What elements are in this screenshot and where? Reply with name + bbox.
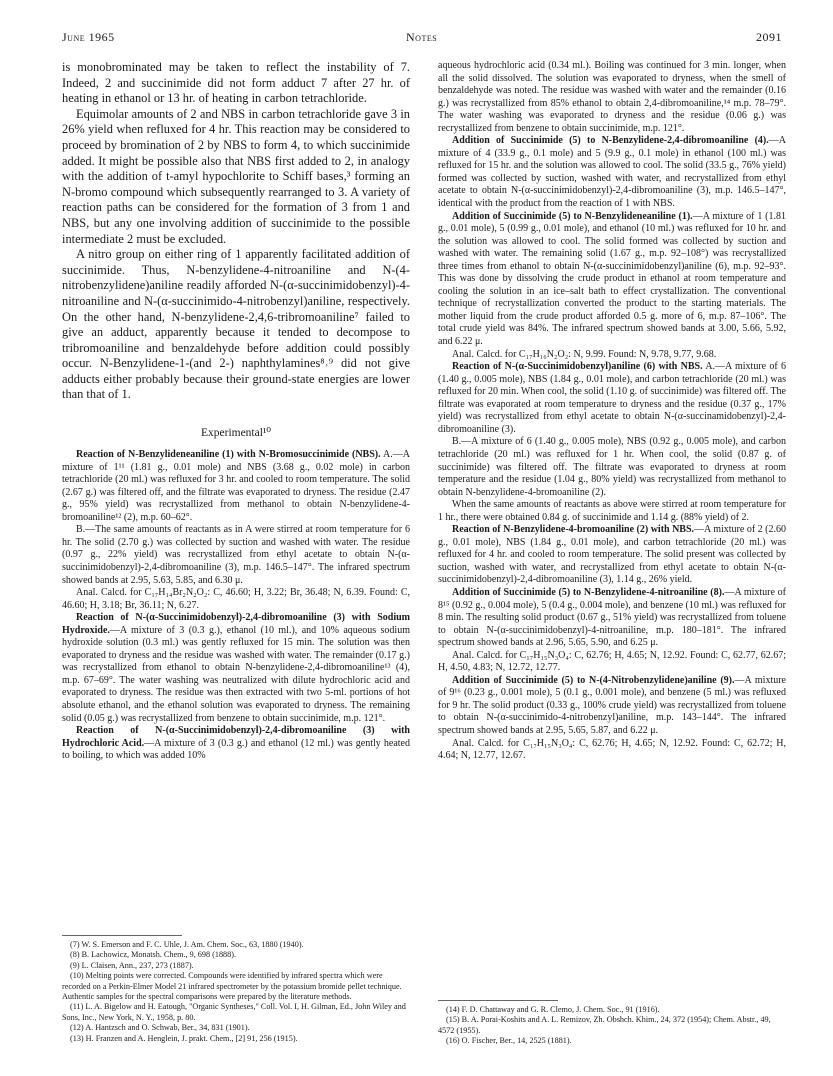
procedure-body: —A mixture of 8¹⁵ (0.92 g., 0.004 mole), 5 (0.4 g., 0.004 mole), and benzene (10 ml.) was refluxed for 8 min. The resulting solid product (0.67 g., 51% yield) was recrystallized from toluene to obtain N-(α-succinimidobenzyl)-4-nitroaniline, m.p. 180–181°. The infrared spectrum showed bands at 2.96, 5.65, 5.90, and 6.25 μ. — [438, 586, 786, 649]
header-date: June 1965 — [62, 30, 115, 44]
procedure-heading: Reaction of N-Benzylidene-4-bromoaniline (2) with NBS. — [452, 524, 695, 536]
footnote: (9) L. Claisen, Ann., 237, 273 (1887). — [70, 960, 194, 970]
footnote-rule — [438, 1000, 558, 1001]
procedure-body: —A mixture of 3 (0.3 g.) and ethanol (12 ml.) was gently heated to boiling, to which was added 10% — [62, 737, 410, 762]
experimental-paragraph — [62, 725, 410, 763]
procedure-heading: Reaction of N-(α-Succinimidobenzyl)-2,4-dibromoaniline (3) with Hydrochloric Acid. — [62, 725, 410, 749]
footnote: (15) B. A. Porai-Koshits and A. L. Remizov, Zh. Obshch. Khim., 24, 372 (1954); Chem. Abstr., 49, 4572 (1955). — [438, 1015, 771, 1035]
analysis-line: Anal. Calcd. for C₁₇H₁₄Br₂N₂O₂: C, 46.60; H, 3.22; Br, 36.48; N, 6.39. Found: C, 46.60; H, 3.18; Br, 36.11; N, 6.27. — [62, 587, 410, 611]
experimental-paragraph: B.—A mixture of 6 (1.40 g., 0.005 mole), NBS (0.92 g., 0.005 mole), and carbon tetrachloride (20 ml.) was refluxed for 1 hr. When cool, the solid (0.87 g. of succinimide) was filtered off. The filtrate was evaporated to dryness at room temperature and the residue (1.04 g., 80% yield) was recrystallized from methanol to obtain N-benzylidene-4-bromoaniline (2). — [438, 436, 786, 498]
procedure-heading: Reaction of N-(α-Succinimidobenzyl)aniline (6) with NBS. — [452, 361, 703, 373]
footnotes-right — [438, 1000, 786, 1047]
procedure-body: A.—A mixture of 6 (1.40 g., 0.005 mole), NBS (1.84 g., 0.01 mole), and carbon tetrachloride (20 ml.) was refluxed for 20 min. When cool, the solid (1.10 g. of succinimide) was filtered off. The filtrate was evaporated at room temperature to dryness and the residue (0.37 g., 17% yield) was recrystallized from ethyl acetate to obtain N-(α-succinamidobenzyl)-2,4-dibromoaniline (3). — [438, 361, 786, 435]
procedure-heading: Addition of Succinimide (5) to N-Benzylidene-2,4-dibromoaniline (4). — [452, 135, 769, 147]
procedure-heading: Reaction of N-Benzylideneaniline (1) with N-Bromosuccinimide (NBS). — [76, 449, 381, 461]
experimental-paragraph: B.—The same amounts of reactants as in A were stirred at room temperature for 6 hr. The solid (2.70 g.) was collected by suction and washed with water. The residue (0.97 g., 22% yield) was recrystallized from ethyl acetate to obtain N-(α-succinimidobenzyl)-2,4-dibromoaniline (3), m.p. 146.5–147°. The infrared spectrum showed bands at 2.95, 5.63, 5.85, and 6.30 μ. — [62, 524, 410, 586]
footnotes-left — [62, 935, 410, 1044]
experimental-paragraph — [438, 211, 786, 349]
footnote: (14) F. D. Chattaway and G. R. Clemo, J. Chem. Soc., 91 (1916). — [446, 1005, 660, 1014]
footnote: (12) A. Hantzsch and O. Schwab, Ber., 34, 831 (1901). — [70, 1023, 250, 1033]
footnote: (7) W. S. Emerson and F. C. Uhle, J. Am. Chem. Soc., 63, 1880 (1940). — [70, 940, 304, 949]
procedure-body: —A mixture of 2 (2.60 g., 0.01 mole), NBS (1.84 g., 0.01 mole), and carbon tetrachloride (20 ml.) was refluxed for 4 hr. and cooled to room temperature. The solid present was collected by suction, washed with water, and recrystallized from ethyl acetate to obtain N-(α-succinimidobenzyl)-2,4-dibromoaniline (3), 1.14 g., 26% yield. — [438, 524, 786, 586]
footnote: (13) H. Franzen and A. Henglein, J. prakt. Chem., [2] 91, 256 (1915). — [70, 1033, 298, 1043]
footnote: (16) O. Fischer, Ber., 14, 2525 (1881). — [446, 1036, 572, 1046]
analysis-line: Anal. Calcd. for C₁₇H₁₅N₃O₄: C, 62.76; H, 4.65; N, 12.92. Found: C, 62.72; H, 4.64; N, 12.77, 12.67. — [438, 737, 786, 762]
procedure-body: A.—A mixture of 1¹¹ (1.81 g., 0.01 mole) and NBS (3.68 g., 0.02 mole) in carbon tetrachloride (20 ml.) was refluxed for 3 hr. and cooled to room temperature. The solid (2.67 g.) was filtered off, and the filtrate was evaporated to dryness. The residue (2.47 g., 95% yield) was recrystallized from methanol to obtain N-benzylidene-4-bromoaniline¹² (2), m.p. 60–62°. — [62, 449, 410, 523]
procedure-heading: Addition of Succinimide (5) to N-(4-Nitrobenzylidene)aniline (9). — [452, 674, 735, 686]
left-column — [62, 60, 410, 763]
header-section: Notes — [406, 30, 438, 44]
paragraph: Equimolar amounts of 2 and NBS in carbon tetrachloride gave 3 in 26% yield when refluxed for 4 hr. This reaction may be considered to proceed by bromination of 2 by NBS to form 4, to which succinimide added. It might be possible also that NBS first added to 2, in analogy with the addition of t-amyl hypochlorite to Schiff bases,³ forming an N-bromo compound which subsequently rearranged to 3. A variety of reaction paths can be considered for the formation of 3 from 1 and NBS, but any one involving addition of succinimide to the possible intermediate 2 must be excluded. — [62, 106, 410, 246]
experimental-paragraph — [438, 587, 786, 650]
experimental-paragraph — [62, 612, 410, 725]
procedure-heading: Addition of Succinimide (5) to N-Benzylidene-4-nitroaniline (8). — [452, 586, 725, 598]
experimental-heading: Experimental¹⁰ — [200, 427, 271, 440]
experimental-paragraph — [62, 449, 410, 524]
footnote: (10) Melting points were corrected. Compounds were identified by infrared spectra which were recorded on a Perkin-Elmer Model 21 infrared spectrometer by the potassium bromide pellet technique. Authentic samples for the spectral comparisons were prepared by the literature methods. — [62, 971, 402, 1002]
experimental-paragraph — [438, 361, 786, 436]
procedure-heading: Addition of Succinimide (5) to N-Benzylideneaniline (1). — [452, 210, 693, 222]
experimental-paragraph — [438, 524, 786, 587]
footnote-rule — [62, 935, 182, 936]
experimental-paragraph — [438, 135, 786, 210]
experimental-paragraph: aqueous hydrochloric acid (0.34 ml.). Boiling was continued for 3 min. longer, when all the solid dissolved. The solution was evaporated to dryness, when the smell of benzaldehyde was noted. The residue was washed with water and the remainder (0.16 g.) was recrystallized from 85% ethanol to obtain 2,4-dibromoaniline,¹⁴ m.p. 78–79°. The water washing was evaporated to dryness and the residue (0.06 g.) was recrystallized from benzene to obtain succinimide, m.p. 121°. — [438, 60, 786, 134]
analysis-line: Anal. Calcd. for C₁₇H₁₆N₂O₂: N, 9.99. Found: N, 9.78, 9.77, 9.68. — [452, 348, 717, 360]
experimental-paragraph — [438, 675, 786, 738]
procedure-body: —A mixture of 3 (0.3 g.), ethanol (10 ml.), and 10% aqueous sodium hydroxide solution (0.3 ml.) was gently refluxed for 15 min. The solution was then evaporated to dryness and the residue was washed with water. The remainder (0.17 g.) was recrystallized from ethanol to obtain N-benzylidene-2,4-dibromoaniline¹³ (4), m.p. 67–69°. The water washing was neutralized with dilute hydrochloric acid and evaporated to dryness. The residue was then extracted with two 5-ml. portions of hot absolute ethanol, and the ethanol solution was evaporated to dryness. The remaining solid (0.05 g.) was recrystallized from benzene to obtain succinimide, m.p. 121°. — [62, 624, 410, 724]
footnote: (8) B. Lachowicz, Monatsh. Chem., 9, 698 (1888). — [70, 950, 236, 960]
paragraph: is monobrominated may be taken to reflect the instability of 7. Indeed, 2 and succinimide did not form adduct 7 after 27 hr. of heating in ethanol or 13 hr. of heating in carbon tetrachloride. — [62, 60, 410, 106]
footnote: (11) L. A. Bigelow and H. Eatough, "Organic Syntheses," Coll. Vol. I, H. Gilman, Ed., John Wiley and Sons, Inc., New York, N. Y., 1958, p. 80. — [62, 1002, 406, 1022]
right-column — [438, 60, 786, 763]
procedure-body: —A mixture of 4 (33.9 g., 0.1 mole) and 5 (9.9 g., 0.1 mole) in ethanol (100 ml.) was refluxed for 15 hr. and the solution was allowed to cool. The solid (33.5 g., 76% yield) formed was collected by suction, washed with water, and recrystallized from ethyl acetate to obtain N-(α-succinimidobenzyl)-2,4-dibromoaniline (3), m.p. 146.5–147°, identical with the product from the reaction of 1 with NBS. — [438, 135, 786, 210]
procedure-heading: Reaction of N-(α-Succinimidobenzyl)-2,4-dibromoaniline (3) with Sodium Hydroxide. — [62, 612, 410, 636]
experimental-paragraph: When the same amounts of reactants as above were stirred at room temperature for 1 hr., there were obtained 0.84 g. of succinimide and 1.14 g. (88% yield) of 2. — [438, 499, 786, 523]
page-number: 2091 — [756, 30, 782, 44]
analysis-line: Anal. Calcd. for C₁₇H₁₅N₃O₄: C, 62.76; H, 4.65; N, 12.92. Found: C, 62.77, 62.67; H, 4.50, 4.83; N, 12.72, 12.77. — [438, 649, 786, 674]
paragraph: A nitro group on either ring of 1 apparently facilitated addition of succinimide. Thus, N-benzylidene-4-nitroaniline and N-(4-nitrobenzylidene)aniline readily afforded N-(α-succinimidobenzyl)-4-nitroaniline and N-(α-succinimido-4-nitrobenzyl)aniline, respectively. On the other hand, N-benzylidene-2,4,6-tribromoaniline⁷ failed to give an adduct, apparently because it tended to decompose to tribromoaniline and benzaldehyde before addition could possibly occur. N-Benzylidene-1-(and 2-) naphthylamines⁸˒⁹ did not give adducts either probably because their ground-state energies are lower than that of 1. — [62, 247, 410, 402]
procedure-body: —A mixture of 9¹⁶ (0.23 g., 0.001 mole), 5 (0.1 g., 0.001 mole), and benzene (5 ml.) was refluxed for 9 hr. The solid product (0.33 g., 100% crude yield) was recrystallized from toluene to obtain N-(α-succinimido-4-nitrobenzyl)aniline, m.p. 143–144°. The infrared spectrum showed bands at 2.95, 5.65, 5.87, and 6.22 μ. — [438, 674, 786, 736]
running-header — [62, 30, 782, 46]
procedure-body: —A mixture of 1 (1.81 g., 0.01 mole), 5 (0.99 g., 0.01 mole), and ethanol (10 ml.) was refluxed for 10 hr. and the solution was allowed to cool. The solid formed was collected by suction and washed with water. The remaining solid (1.67 g., m.p. 92–108°) was recrystallized three times from ethanol to obtain N-(α-succinimidobenzyl)aniline (6), m.p. 92–93°. This was done by dissolving the crude product in ethanol at room temperature and cooling the solution in an ice–salt bath to effect crystallization. The conventional technique of recrystallization converted the product to the starting materials. The mother liquid from the crude product afforded 0.5 g. more of 6, m.p. 87–106°. The total crude yield was 84%. The infrared spectrum showed bands at 3.00, 5.66, 5.92, and 6.22 μ. — [438, 210, 786, 348]
